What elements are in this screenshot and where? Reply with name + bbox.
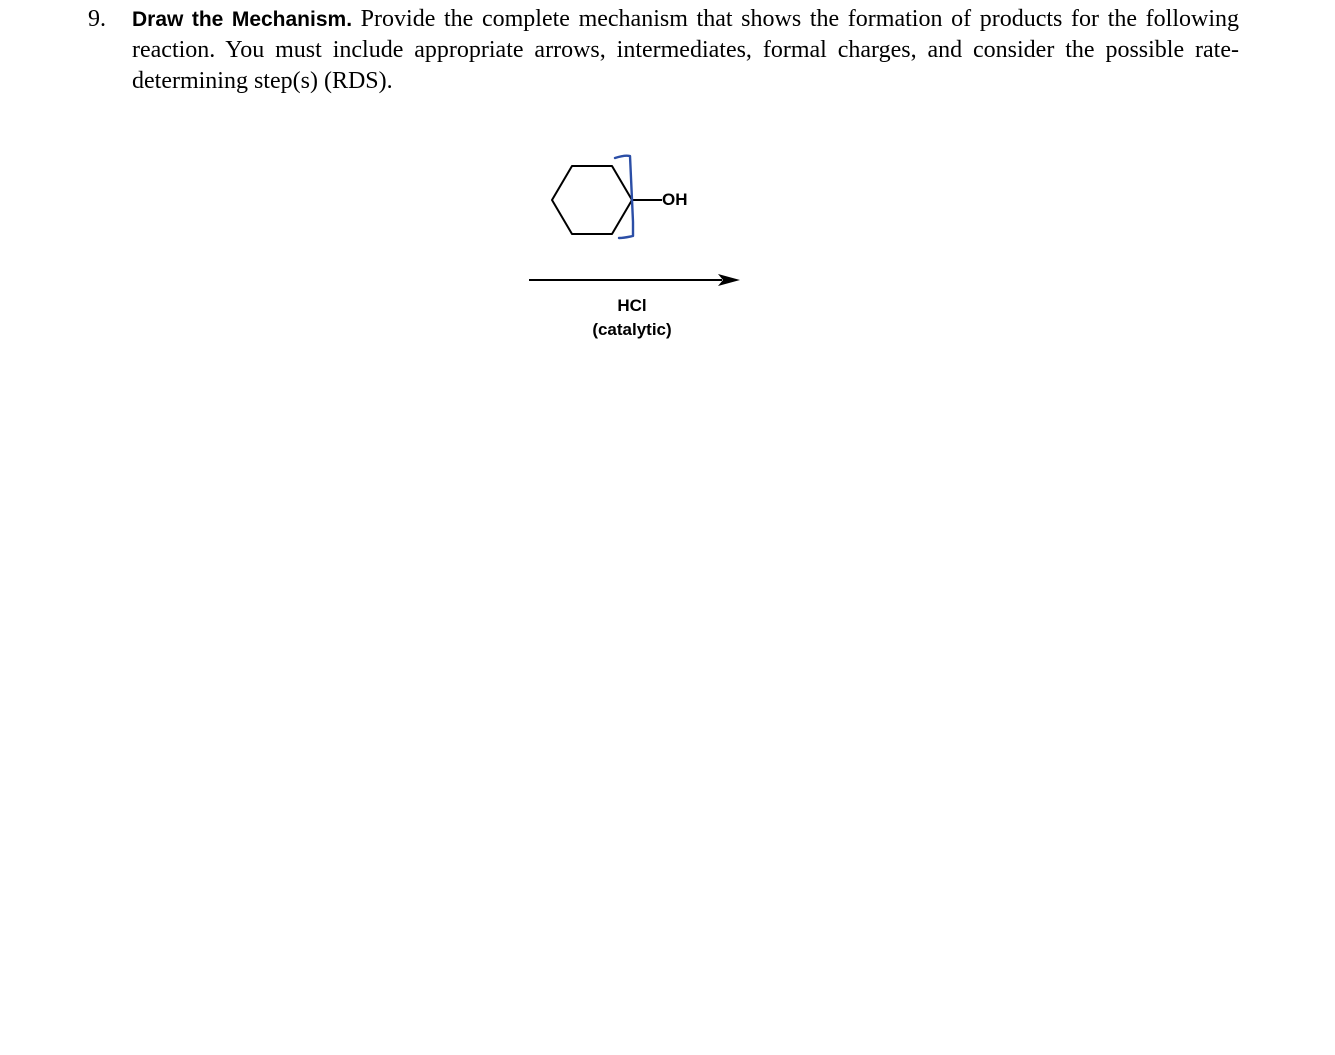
- reagent-condition: (catalytic): [592, 320, 672, 339]
- question-text: Provide the complete mechanism that shows the formation of products for the following reaction. You must include appropriate arrows, intermediates, formal charges, and consider the possible rate-determining step(s) (RDS).: [132, 6, 1239, 94]
- reagent-block: [560, 294, 704, 342]
- question-heading: Draw the Mechanism.: [132, 8, 353, 31]
- question-number: 9.: [88, 6, 106, 32]
- question-prompt: [132, 4, 1239, 97]
- reagent-label: HCl: [617, 296, 647, 315]
- cyclohexane-ring: [552, 166, 632, 234]
- hydroxyl-label: OH: [662, 190, 688, 209]
- reaction-scheme: [520, 150, 760, 350]
